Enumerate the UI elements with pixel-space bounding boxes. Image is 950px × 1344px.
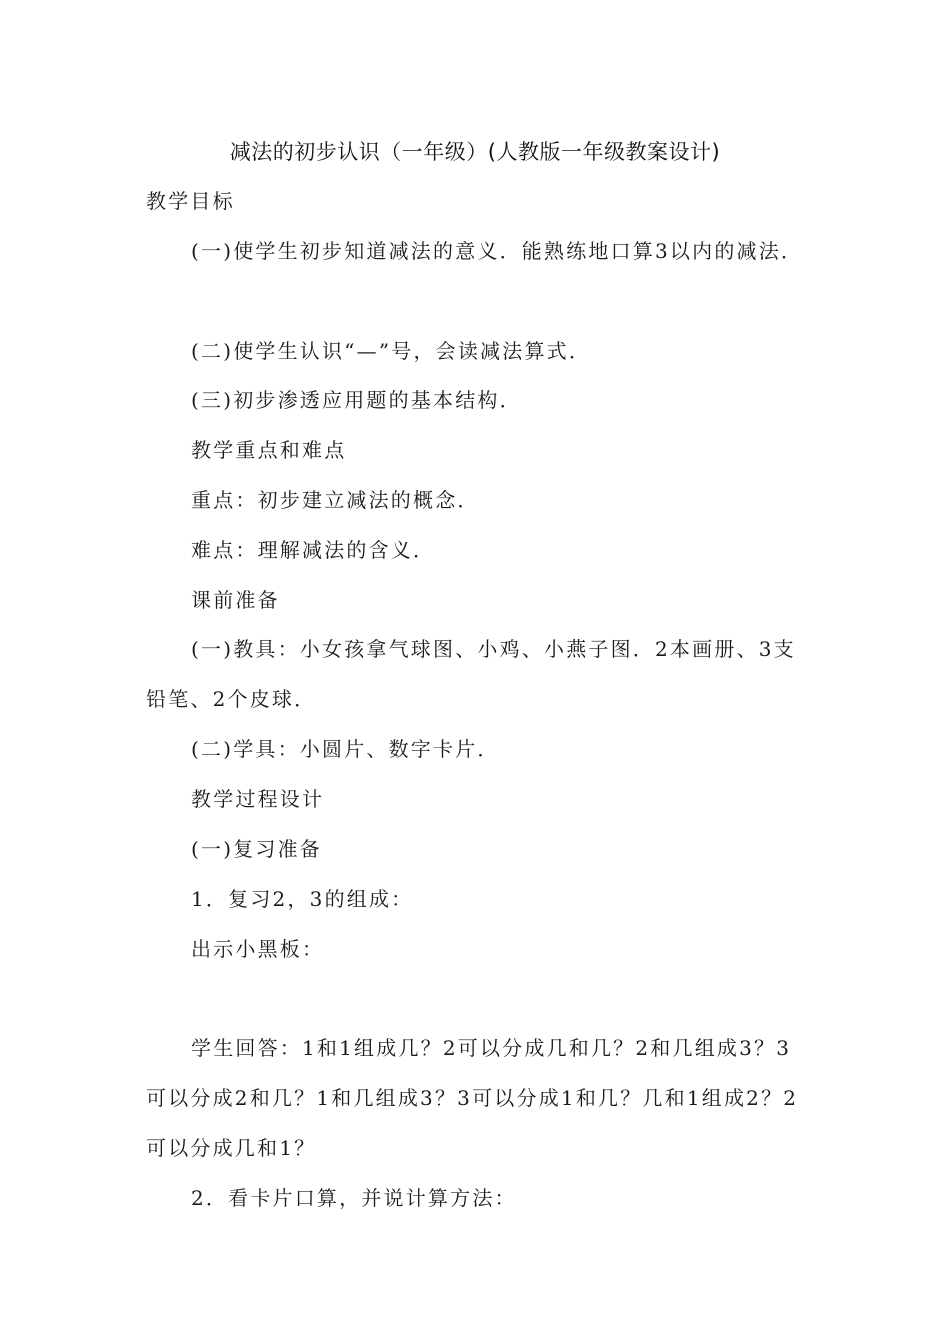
student-aids-paragraph: (二)学具：小圆片、数字卡片． <box>191 737 500 761</box>
heading-process-design: 教学过程设计 <box>191 787 325 811</box>
key-point-text: 重点：初步建立减法的概念． <box>191 488 480 512</box>
section-review: (一)复习准备 <box>191 837 323 861</box>
heading-teaching-goals: 教学目标 <box>146 189 235 213</box>
difficulty-text: 难点：理解减法的含义． <box>191 538 436 562</box>
goal-paragraph-3: (三)初步渗透应用题的基本结构． <box>191 388 522 412</box>
review-item-1: 1．复习2，3的组成： <box>191 887 414 911</box>
document-title: 减法的初步认识（一年级）(人教版一年级教案设计) <box>229 140 721 164</box>
student-answer-paragraph: 学生回答：1和1组成几？2可以分成几和几？2和几组成3？3可以分成2和几？1和几组成3？3可以分成1和几？几和1组成2？2可以分成几和1？ <box>146 1036 799 1160</box>
heading-key-points: 教学重点和难点 <box>191 438 347 462</box>
goal-paragraph-1: (一)使学生初步知道减法的意义．能熟练地口算3以内的减法． <box>191 239 804 263</box>
goal-paragraph-2: (二)使学生认识“—”号，会读减法算式． <box>191 339 592 363</box>
teaching-aids-paragraph: (一)教具：小女孩拿气球图、小鸡、小燕子图．2本画册、3支铅笔、2个皮球． <box>146 637 796 711</box>
review-item-2: 2．看卡片口算，并说计算方法： <box>191 1186 517 1210</box>
heading-preparation: 课前准备 <box>191 588 280 612</box>
show-blackboard: 出示小黑板： <box>191 937 325 961</box>
